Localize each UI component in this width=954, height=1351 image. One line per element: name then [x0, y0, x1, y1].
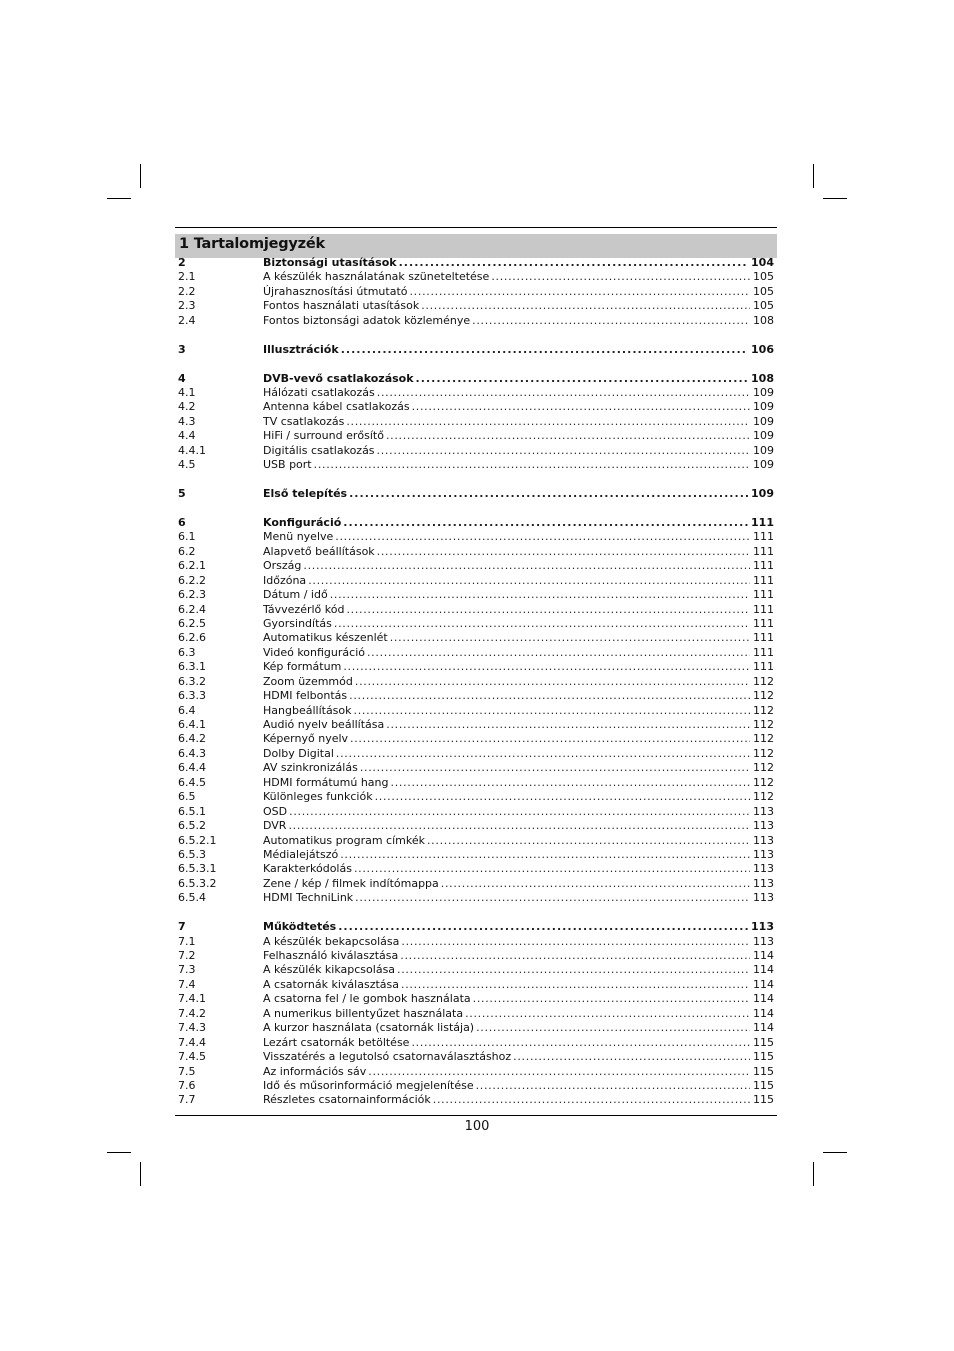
toc-entry-number: 6.4.5 [178, 775, 206, 789]
toc-entry-row[interactable] [178, 444, 774, 458]
toc-entry-title: Részletes csatornainformációk [263, 1093, 431, 1107]
toc-entry-row[interactable] [178, 1007, 774, 1021]
toc-entry-page: 112 [753, 703, 774, 717]
toc-dot-leader [354, 704, 750, 718]
toc-entry-number: 6.4.1 [178, 718, 206, 731]
toc-dot-leader [465, 1007, 750, 1021]
toc-entry-page: 109 [753, 429, 774, 443]
toc-entry-page: 114 [753, 1021, 774, 1035]
toc-entry-page: 115 [753, 1064, 774, 1078]
toc-entry-number: 7.4.2 [178, 1006, 206, 1020]
toc-entry-page: 113 [753, 819, 774, 833]
toc-entry-number: 2.3 [178, 299, 196, 313]
toc-entry-row[interactable] [178, 386, 774, 400]
toc-entry-row[interactable] [178, 761, 774, 775]
toc-entry-row[interactable] [178, 458, 774, 472]
toc-entry-number: 6.2.1 [178, 559, 206, 573]
toc-title: 1 Tartalomjegyzék [179, 236, 326, 252]
toc-dot-leader [391, 776, 751, 790]
toc-dot-leader [491, 270, 750, 284]
toc-entry-row[interactable] [178, 270, 774, 284]
toc-entry-number: 7.4.1 [178, 992, 206, 1006]
toc-entry-title: Konfiguráció [263, 515, 342, 529]
toc-dot-leader [368, 1065, 750, 1079]
toc-entry-title: HiFi / surround erősítő [263, 429, 384, 443]
toc-entry-title: HDMI felbontás [263, 689, 348, 703]
toc-entry-title: Automatikus program címkék [263, 833, 425, 847]
toc-entry-page: 111 [753, 660, 774, 674]
toc-entry-title: Illusztrációk [263, 342, 339, 356]
toc-dot-leader [476, 1079, 750, 1093]
bottom-rule [175, 1115, 777, 1116]
toc-entry-number: 2.2 [178, 284, 196, 298]
toc-entry-title: Lezárt csatornák betöltése [263, 1035, 410, 1049]
toc-entry-page: 112 [753, 674, 774, 688]
toc-entry-page: 108 [753, 313, 774, 327]
toc-entry-row[interactable] [178, 646, 774, 660]
toc-dot-leader [427, 834, 750, 848]
toc-entry-number: 2.4 [178, 313, 196, 327]
toc-entry-page: 111 [753, 544, 774, 558]
toc-entry-row[interactable] [178, 805, 774, 819]
table-of-contents [178, 256, 774, 1108]
toc-dot-leader [343, 516, 748, 530]
toc-entry-row[interactable] [178, 415, 774, 429]
toc-chapter-row[interactable] [178, 343, 774, 357]
toc-entry-number: 6.3 [178, 645, 196, 659]
toc-dot-leader [377, 545, 750, 559]
toc-entry-row[interactable] [178, 776, 774, 790]
toc-entry-row[interactable] [178, 400, 774, 414]
toc-entry-row[interactable] [178, 877, 774, 891]
toc-entry-title: Első telepítés [263, 487, 348, 500]
toc-entry-row[interactable] [178, 603, 774, 617]
toc-entry-number: 4.4.1 [178, 443, 206, 457]
toc-entry-title: HDMI formátumú hang [263, 775, 389, 789]
toc-entry-number: 3 [178, 342, 186, 356]
toc-entry-row[interactable] [178, 704, 774, 718]
toc-entry-row[interactable] [178, 891, 774, 905]
toc-entry-number: 6 [178, 515, 186, 529]
toc-entry-number: 6.4.3 [178, 746, 206, 760]
toc-entry-number: 6.2.3 [178, 588, 206, 602]
toc-dot-leader [308, 574, 750, 588]
toc-entry-title: Működtetés [263, 920, 337, 934]
toc-entry-page: 109 [753, 458, 774, 472]
toc-entry-title: Videó konfiguráció [263, 645, 365, 659]
toc-entry-row[interactable] [178, 1093, 774, 1107]
toc-header-bar [175, 234, 777, 258]
toc-entry-row[interactable] [178, 617, 774, 631]
toc-dot-leader [338, 920, 748, 934]
toc-entry-row[interactable] [178, 949, 774, 963]
toc-entry-page: 105 [753, 284, 774, 298]
toc-entry-page: 112 [753, 732, 774, 746]
toc-entry-row[interactable] [178, 1050, 774, 1064]
toc-entry-number: 7.6 [178, 1078, 196, 1092]
toc-dot-leader [303, 559, 750, 573]
toc-entry-number: 4.1 [178, 385, 196, 399]
toc-entry-title: Idő és műsorinformáció megjelenítése [263, 1078, 474, 1092]
toc-entry-title: Fontos használati utasítások [263, 299, 420, 313]
toc-entry-row[interactable] [178, 299, 774, 313]
section-spacer [178, 501, 774, 515]
toc-entry-page: 111 [751, 515, 774, 529]
toc-entry-row[interactable] [178, 574, 774, 588]
toc-entry-title: Visszatérés a legutolsó csatornaválasztáshoz [263, 1050, 512, 1064]
toc-entry-number: 6.2.5 [178, 616, 206, 630]
toc-entry-number: 6.2.6 [178, 631, 206, 645]
toc-entry-number: 6.3.3 [178, 689, 206, 703]
toc-entry-page: 111 [753, 573, 774, 587]
toc-entry-number: 4 [178, 371, 186, 385]
crop-mark [813, 164, 814, 188]
toc-dot-leader [336, 747, 750, 761]
toc-entry-number: 4.3 [178, 414, 196, 428]
toc-entry-page: 109 [753, 414, 774, 428]
toc-entry-row[interactable] [178, 848, 774, 862]
toc-entry-title: TV csatlakozás [263, 414, 345, 428]
toc-dot-leader [335, 530, 750, 544]
toc-entry-title: Menü nyelve [263, 530, 334, 544]
toc-chapter-row[interactable] [178, 487, 774, 501]
toc-dot-leader [349, 689, 750, 703]
toc-entry-title: Audió nyelv beállítása [263, 718, 385, 731]
toc-entry-page: 111 [753, 631, 774, 645]
toc-entry-row[interactable] [178, 1065, 774, 1079]
toc-dot-leader [377, 444, 750, 458]
page-number: 100 [464, 1119, 490, 1134]
toc-entry-number: 7.4.3 [178, 1021, 206, 1035]
toc-dot-leader [386, 429, 750, 443]
section-spacer [178, 473, 774, 487]
toc-entry-row[interactable] [178, 862, 774, 876]
toc-dot-leader [441, 877, 750, 891]
toc-chapter-row[interactable] [178, 256, 774, 270]
toc-entry-title: Gyorsindítás [263, 616, 332, 630]
crop-mark [823, 1152, 847, 1153]
toc-entry-row[interactable] [178, 530, 774, 544]
toc-entry-row[interactable] [178, 631, 774, 645]
toc-dot-leader [409, 285, 750, 299]
toc-entry-title: Zoom üzemmód [263, 674, 353, 688]
toc-entry-number: 7.4.4 [178, 1035, 206, 1049]
toc-entry-row[interactable] [178, 732, 774, 746]
toc-entry-number: 2.1 [178, 270, 196, 284]
toc-entry-title: A készülék használatának szüneteltetése [263, 270, 490, 284]
toc-entry-number: 7.7 [178, 1093, 196, 1107]
toc-entry-row[interactable] [178, 935, 774, 949]
toc-entry-title: HDMI TechniLink [263, 891, 354, 905]
toc-dot-leader [513, 1050, 750, 1064]
toc-entry-row[interactable] [178, 314, 774, 328]
toc-entry-number: 6.1 [178, 530, 196, 544]
toc-entry-row[interactable] [178, 747, 774, 761]
toc-entry-page: 113 [753, 876, 774, 890]
section-spacer [178, 357, 774, 371]
toc-dot-leader [397, 963, 750, 977]
toc-dot-leader [349, 487, 748, 501]
toc-entry-number: 4.4 [178, 429, 196, 443]
toc-chapter-row[interactable] [178, 920, 774, 934]
toc-entry-page: 109 [753, 385, 774, 399]
toc-entry-number: 6.5.2 [178, 819, 206, 833]
toc-entry-title: A csatornák kiválasztása [263, 977, 399, 991]
toc-entry-number: 7.4.5 [178, 1050, 206, 1064]
toc-entry-page: 108 [751, 371, 774, 385]
toc-dot-leader [411, 1036, 750, 1050]
toc-entry-number: 7 [178, 920, 186, 934]
toc-entry-number: 6.5.2.1 [178, 833, 217, 847]
toc-entry-page: 113 [753, 847, 774, 861]
toc-entry-number: 7.3 [178, 963, 196, 977]
toc-entry-number: 6.5 [178, 790, 196, 804]
toc-entry-title: DVB-vevő csatlakozások [263, 371, 414, 385]
toc-entry-row[interactable] [178, 978, 774, 992]
toc-dot-leader [421, 299, 750, 313]
toc-dot-leader [433, 1093, 750, 1107]
toc-entry-page: 112 [753, 775, 774, 789]
toc-entry-page: 112 [753, 761, 774, 775]
toc-dot-leader [355, 675, 750, 689]
toc-entry-title: Képernyő nyelv [263, 732, 349, 746]
top-rule [175, 227, 777, 228]
toc-dot-leader [412, 400, 750, 414]
toc-dot-leader [341, 343, 748, 357]
toc-dot-leader [346, 603, 750, 617]
toc-dot-leader [416, 372, 748, 386]
toc-entry-row[interactable] [178, 1079, 774, 1093]
toc-entry-page: 113 [753, 891, 774, 905]
toc-entry-title: A készülék bekapcsolása [263, 934, 400, 948]
toc-entry-row[interactable] [178, 689, 774, 703]
toc-entry-page: 115 [753, 1050, 774, 1064]
toc-entry-number: 6.4.4 [178, 761, 206, 775]
toc-entry-title: AV szinkronizálás [263, 761, 358, 775]
toc-entry-number: 7.4 [178, 977, 196, 991]
toc-entry-title: OSD [263, 804, 288, 818]
toc-entry-number: 6.4.2 [178, 732, 206, 746]
toc-entry-page: 111 [753, 616, 774, 630]
toc-entry-title: Távvezérlő kód [263, 602, 345, 616]
toc-dot-leader [346, 415, 750, 429]
toc-entry-number: 7.1 [178, 934, 196, 948]
toc-entry-number: 5 [178, 487, 186, 500]
toc-entry-page: 111 [753, 530, 774, 544]
toc-entry-page: 115 [753, 1093, 774, 1107]
toc-chapter-row[interactable] [178, 372, 774, 386]
toc-entry-row[interactable] [178, 992, 774, 1006]
toc-entry-page: 111 [753, 559, 774, 573]
toc-entry-page: 113 [751, 920, 774, 934]
toc-entry-title: Időzóna [263, 573, 307, 587]
toc-entry-title: Fontos biztonsági adatok közleménye [263, 313, 471, 327]
toc-entry-page: 114 [753, 949, 774, 962]
toc-entry-row[interactable] [178, 675, 774, 689]
toc-entry-title: Dátum / idő [263, 588, 328, 602]
toc-entry-page: 115 [753, 1078, 774, 1092]
toc-entry-page: 114 [753, 977, 774, 991]
toc-dot-leader [400, 949, 750, 963]
toc-entry-number: 6.5.1 [178, 804, 206, 818]
toc-entry-page: 111 [753, 588, 774, 602]
toc-entry-page: 113 [753, 934, 774, 948]
toc-entry-number: 6.3.2 [178, 674, 206, 688]
crop-mark [140, 164, 141, 188]
toc-entry-title: Ország [263, 559, 302, 573]
toc-entry-row[interactable] [178, 834, 774, 848]
toc-entry-page: 112 [753, 689, 774, 703]
toc-entry-title: A csatorna fel / le gombok használata [263, 992, 471, 1006]
toc-entry-title: Médialejátszó [263, 847, 339, 861]
toc-entry-number: 2 [178, 256, 186, 269]
toc-entry-title: Felhasználó kiválasztása [263, 949, 399, 962]
toc-entry-page: 105 [753, 270, 774, 284]
toc-entry-page: 112 [753, 746, 774, 760]
toc-entry-title: Különleges funkciók [263, 790, 373, 804]
toc-entry-number: 6.2 [178, 544, 196, 558]
toc-entry-title: Digitális csatlakozás [263, 443, 375, 457]
toc-entry-page: 112 [753, 790, 774, 804]
toc-entry-title: Biztonsági utasítások [263, 256, 397, 269]
toc-entry-page: 109 [751, 487, 774, 500]
toc-entry-row[interactable] [178, 559, 774, 573]
toc-entry-row[interactable] [178, 545, 774, 559]
toc-entry-number: 6.4 [178, 703, 196, 717]
toc-entry-number: 6.3.1 [178, 660, 206, 674]
toc-entry-number: 6.2.2 [178, 573, 206, 587]
toc-entry-row[interactable] [178, 718, 774, 732]
toc-entry-title: Újrahasznosítási útmutató [263, 284, 408, 298]
toc-entry-page: 114 [753, 1006, 774, 1020]
toc-entry-number: 6.2.4 [178, 602, 206, 616]
toc-entry-title: Antenna kábel csatlakozás [263, 400, 410, 414]
toc-entry-row[interactable] [178, 819, 774, 833]
toc-chapter-row[interactable] [178, 516, 774, 530]
toc-entry-title: Karakterkódolás [263, 862, 352, 876]
toc-entry-title: Az információs sáv [263, 1064, 367, 1078]
crop-mark [107, 1152, 131, 1153]
toc-dot-leader [476, 1021, 750, 1035]
toc-dot-leader [354, 862, 750, 876]
section-spacer [178, 328, 774, 342]
toc-entry-row[interactable] [178, 588, 774, 602]
crop-mark [813, 1162, 814, 1186]
toc-dot-leader [401, 978, 750, 992]
toc-entry-page: 111 [753, 645, 774, 659]
toc-dot-leader [289, 805, 750, 819]
toc-entry-row[interactable] [178, 1036, 774, 1050]
toc-entry-title: Dolby Digital [263, 746, 334, 760]
toc-dot-leader [350, 732, 750, 746]
toc-entry-title: Hangbeállítások [263, 703, 352, 717]
toc-dot-leader [330, 588, 750, 602]
toc-entry-page: 109 [753, 400, 774, 414]
toc-dot-leader [360, 761, 750, 775]
section-spacer [178, 906, 774, 920]
toc-dot-leader [340, 848, 750, 862]
toc-entry-title: Hálózati csatlakozás [263, 385, 375, 399]
crop-mark [140, 1162, 141, 1186]
toc-entry-number: 6.5.3.2 [178, 876, 217, 890]
toc-entry-number: 7.2 [178, 949, 196, 962]
toc-entry-page: 113 [753, 833, 774, 847]
toc-entry-page: 113 [753, 862, 774, 876]
toc-entry-number: 7.5 [178, 1064, 196, 1078]
toc-dot-leader [386, 718, 750, 732]
toc-entry-page: 113 [753, 804, 774, 818]
toc-entry-page: 111 [753, 602, 774, 616]
toc-dot-leader [390, 631, 750, 645]
toc-dot-leader [377, 386, 750, 400]
toc-entry-number: 6.5.3.1 [178, 862, 217, 876]
toc-entry-number: 6.5.4 [178, 891, 206, 905]
toc-entry-title: Zene / kép / filmek indítómappa [263, 876, 439, 890]
toc-dot-leader [288, 819, 750, 833]
toc-dot-leader [399, 256, 748, 270]
toc-entry-title: Alapvető beállítások [263, 544, 375, 558]
toc-dot-leader [314, 458, 750, 472]
toc-entry-title: USB port [263, 458, 312, 472]
toc-entry-page: 114 [753, 963, 774, 977]
toc-entry-page: 112 [753, 718, 774, 731]
toc-entry-title: DVR [263, 819, 287, 833]
toc-entry-row[interactable] [178, 285, 774, 299]
toc-entry-title: Kép formátum [263, 660, 342, 674]
toc-entry-row[interactable] [178, 790, 774, 804]
toc-entry-row[interactable] [178, 660, 774, 674]
toc-dot-leader [355, 891, 750, 905]
toc-dot-leader [334, 617, 750, 631]
crop-mark [823, 198, 847, 199]
toc-entry-title: A készülék kikapcsolása [263, 963, 396, 977]
toc-dot-leader [472, 314, 750, 328]
toc-entry-number: 6.5.3 [178, 847, 206, 861]
toc-dot-leader [401, 935, 750, 949]
toc-dot-leader [343, 660, 750, 674]
toc-dot-leader [375, 790, 750, 804]
toc-entry-title: A kurzor használata (csatornák listája) [263, 1021, 475, 1035]
toc-dot-leader [473, 992, 750, 1006]
toc-entry-number: 4.5 [178, 458, 196, 472]
toc-entry-row[interactable] [178, 1021, 774, 1035]
toc-entry-title: A numerikus billentyűzet használata [263, 1006, 464, 1020]
toc-dot-leader [367, 646, 750, 660]
crop-mark [107, 198, 131, 199]
toc-entry-page: 115 [753, 1035, 774, 1049]
toc-entry-row[interactable] [178, 963, 774, 977]
toc-entry-page: 109 [753, 443, 774, 457]
toc-entry-page: 105 [753, 299, 774, 313]
toc-entry-page: 114 [753, 992, 774, 1006]
toc-entry-page: 104 [751, 256, 774, 269]
toc-entry-row[interactable] [178, 429, 774, 443]
toc-entry-number: 4.2 [178, 400, 196, 414]
toc-entry-page: 106 [751, 342, 774, 356]
toc-entry-title: Automatikus készenlét [263, 631, 388, 645]
